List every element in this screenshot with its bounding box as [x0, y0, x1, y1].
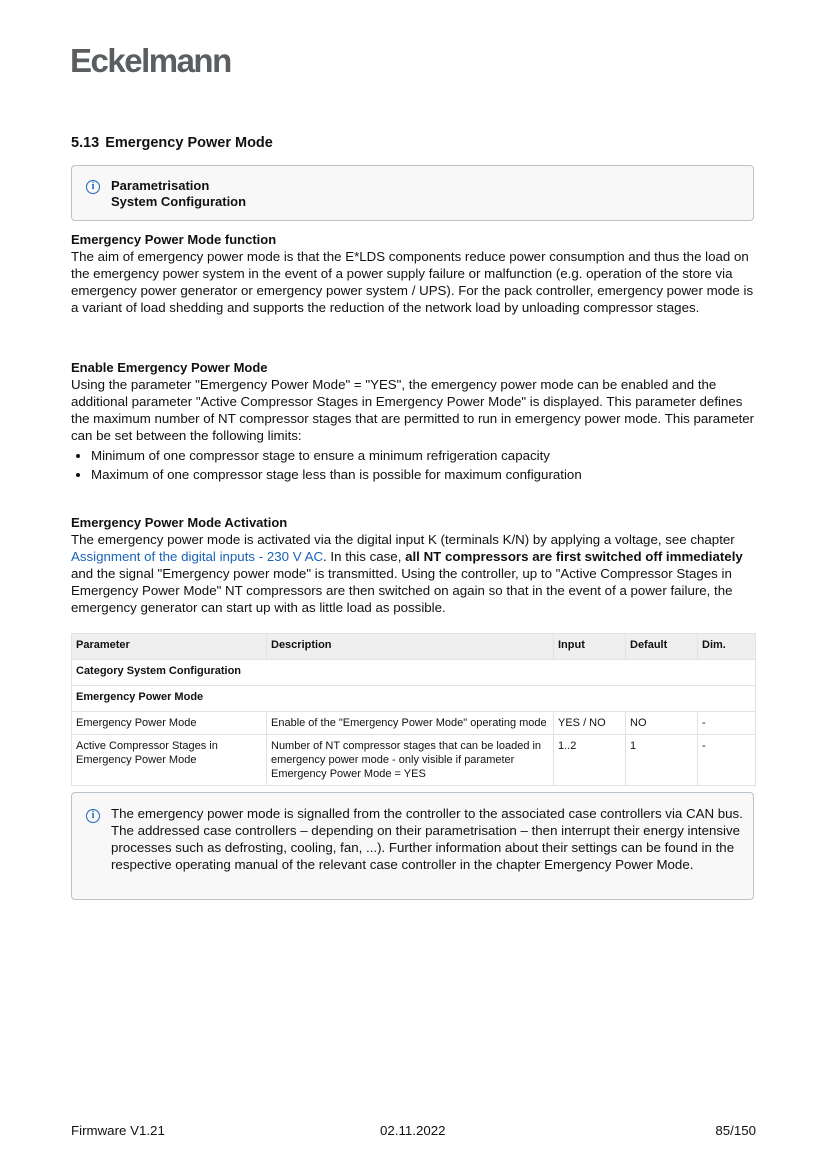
section-heading: 5.13 Emergency Power Mode [71, 135, 273, 151]
function-section: Emergency Power Mode function The aim of emergency power mode is that the E*LDS components reduce power consumption and thus the load on the emergency power system in the event of a power supply failure or malfunction (e.g. operation of the store via emergency power generator or emergency power system / UPS). For the pack controller, emergency power mode is a variant of load shedding and supports the reduction of the network load by unloading compressor stages. [71, 232, 754, 315]
activation-section: Emergency Power Mode Activation The emergency power mode is activated via the digital input K (terminals K/N) by applying a voltage, see chapter Assignment of the digital inputs - 230 V AC. In this case, all NT compressors are first switched off immediately and the signal "Emergency power mode" is transmitted. Using the controller, up to "Active Compressor Stages in Emergency Power Mode" NT compressors are then switched on again so that in the event of a power failure, the emergency generator can start up with as little load as possible. [71, 515, 743, 615]
can-info-box: i The emergency power mode is signalled from the controller to the associated case controllers via CAN bus. The addressed case controllers – depending on their parametrisation – then interrupt their energy intensive processes such as defrosting, cooling, fan, ...). Further information about their settings can be found in the respective operating manual of the relevant case controller in the chapter Emergency Power Mode. [71, 792, 754, 900]
eckelmann-logo: Eckelmann [70, 42, 231, 79]
table-row: Active Compressor Stages in Emergency Power Mode Number of NT compressor stages that can be loaded in emergency power mode - only visible if parameter Emergency Power Mode = YES 1..2 1 - [72, 735, 756, 786]
footer-page-number: 85/150 [715, 1123, 756, 1138]
enable-section: Enable Emergency Power Mode Using the parameter "Emergency Power Mode" = "YES", the emergency power mode can be enabled and the additional parameter "Active Compressor Stages in Emergency Power Mode" is displayed. This parameter defines the maximum number of NT compressor stages that are permitted to run in emergency power mode. This parameter can be set between the following limits: • Minimum of one compressor stage to ensure a minimum refrigeration capacity • Maximum of one compressor stage less than is possible for maximum configuration [71, 359, 757, 485]
footer-date: 02.11.2022 [380, 1123, 446, 1138]
info-icon: i [86, 809, 100, 823]
table-row: Emergency Power Mode Enable of the "Emergency Power Mode" operating mode YES / NO NO - [72, 712, 756, 735]
list-item: • Minimum of one compressor stage to ensure a minimum refrigeration capacity [91, 447, 757, 464]
table-category: Category System Configuration [72, 660, 756, 686]
info-icon: i [86, 180, 100, 194]
footer-firmware: Firmware V1.21 [71, 1123, 165, 1138]
table-group: Emergency Power Mode [72, 686, 756, 712]
digital-inputs-link[interactable]: Assignment of the digital inputs - 230 V AC [71, 549, 324, 564]
parameter-table [71, 633, 756, 786]
parametrisation-info-box: i Parametrisation System Configuration [71, 165, 754, 221]
list-item: • Maximum of one compressor stage less than is possible for maximum configuration [91, 466, 757, 483]
table-header-row: Parameter Description Input Default Dim. [72, 634, 756, 660]
